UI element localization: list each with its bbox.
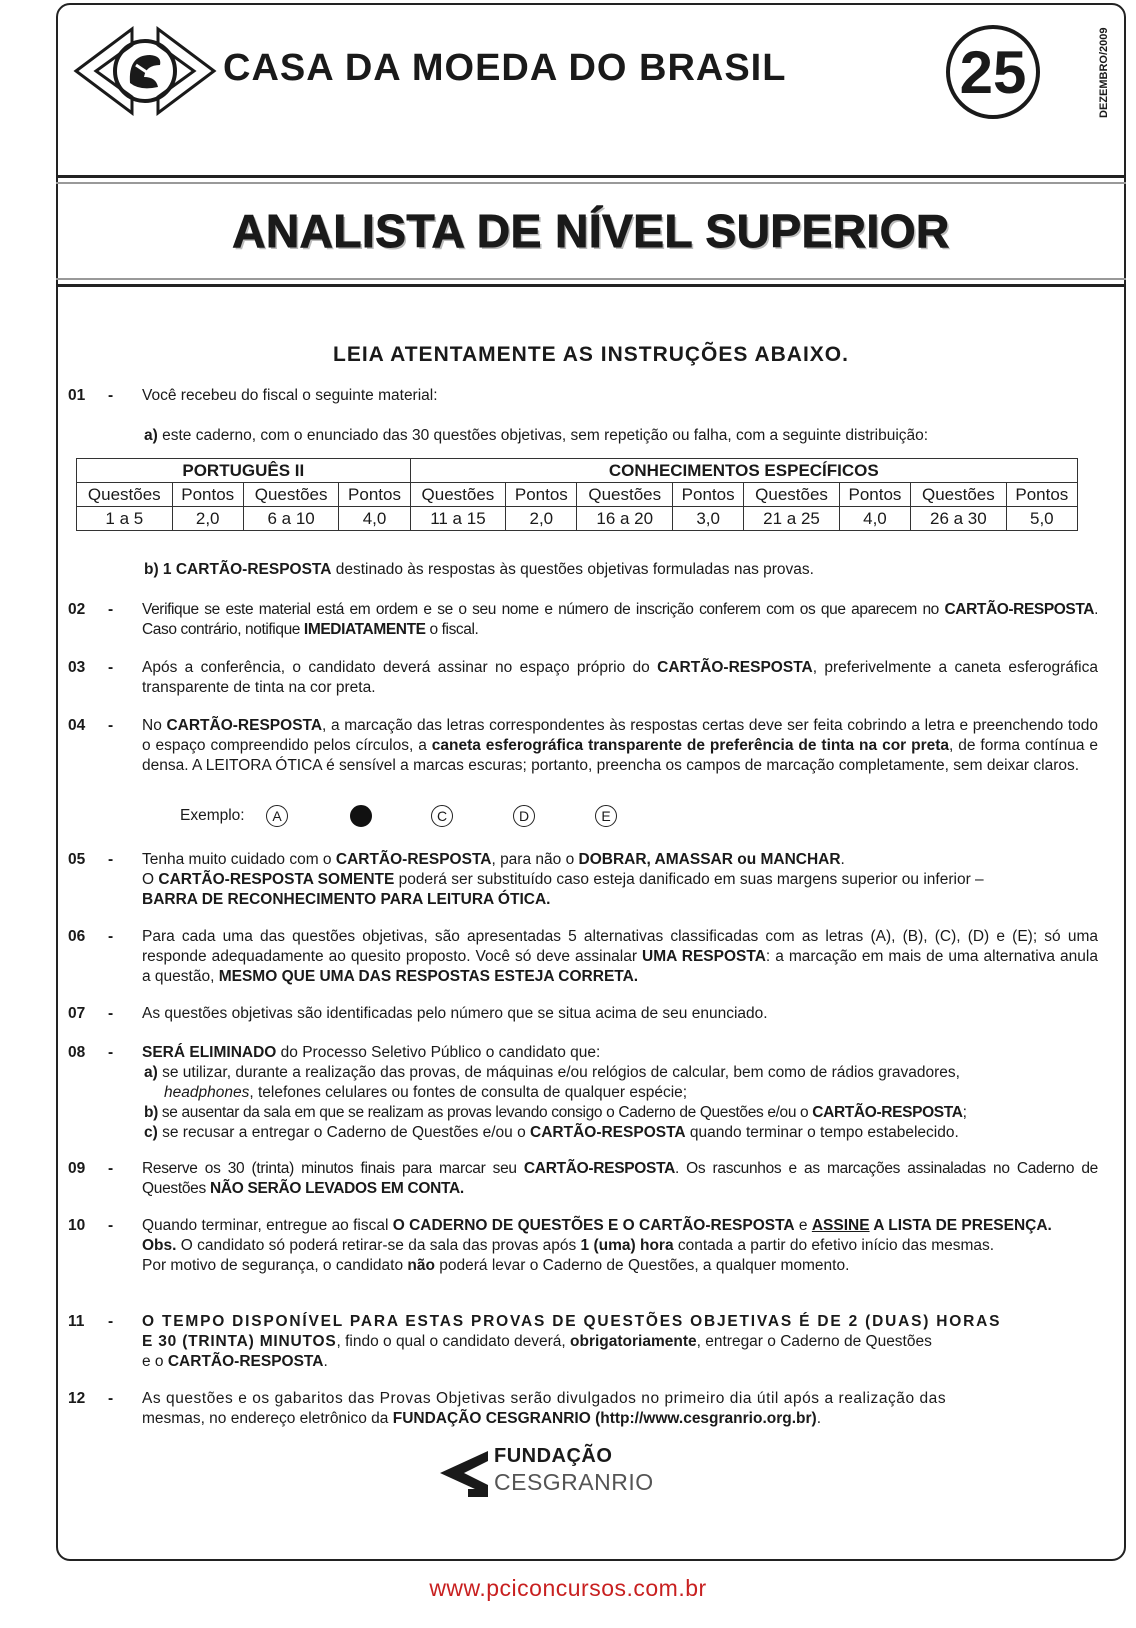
sub-text: se recusar a entregar o Caderno de Questões e/ou o bbox=[157, 1124, 531, 1141]
date-stamp: DEZEMBRO/2009 bbox=[1098, 27, 1110, 119]
instruction-09 bbox=[68, 1159, 1098, 1199]
site-url[interactable]: www.pciconcursos.com.br bbox=[429, 1575, 707, 1601]
text-run: O candidato só poderá retirar-se da sala das provas após bbox=[176, 1237, 581, 1254]
text-run: Verifique se este material está em ordem e se o seu nome e número de inscrição conferem com os que aparecem no bbox=[142, 601, 945, 618]
sub-label: b) bbox=[144, 1104, 158, 1121]
text-line bbox=[142, 1236, 1098, 1256]
exam-number-badge: 25 bbox=[946, 25, 1040, 119]
table-header-row bbox=[77, 483, 1078, 507]
text-bold: MESMO QUE UMA DAS RESPOSTAS ESTEJA CORRETA. bbox=[218, 968, 639, 985]
role-title: ANALISTA DE NÍVEL SUPERIOR bbox=[232, 205, 950, 257]
instruction-08 bbox=[68, 1043, 1098, 1063]
table-cell: 1 a 5 bbox=[77, 507, 173, 531]
instruction-07 bbox=[68, 1004, 1098, 1024]
table-header-cell: Questões bbox=[243, 483, 339, 507]
table-header-cell: Pontos bbox=[673, 483, 744, 507]
instruction-08-c bbox=[144, 1123, 1104, 1143]
text-run: Reserve os 30 (trinta) minutos finais para marcar seu bbox=[142, 1160, 524, 1177]
text-bold: NÃO SERÃO LEVADOS EM CONTA. bbox=[209, 1180, 464, 1197]
item-dash: - bbox=[108, 928, 114, 945]
table-cell: 2,0 bbox=[172, 507, 243, 531]
text-run: : a marcação em mais de uma alternativa anula a questão, bbox=[142, 948, 1098, 985]
instruction-11 bbox=[68, 1312, 1098, 1372]
sub-italic: headphones bbox=[164, 1084, 250, 1101]
item-dash: - bbox=[108, 851, 114, 868]
text-run: , de forma contínua e densa. A LEITORA ÓTICA é sensível a marcas escuras; portanto, preencha os campos de marcação completamente, sem deixar claros. bbox=[142, 737, 1098, 774]
text-run: o fiscal. bbox=[425, 621, 479, 638]
text-line: As questões e os gabaritos das Provas Objetivas serão divulgados no primeiro dia útil após a realização das bbox=[142, 1390, 947, 1407]
table-cell: 4,0 bbox=[339, 507, 410, 531]
item-number: 03 bbox=[68, 659, 86, 676]
item-text bbox=[142, 1312, 1098, 1372]
item-number: 08 bbox=[68, 1044, 86, 1061]
sub-bold: CARTÃO-RESPOSTA bbox=[530, 1124, 686, 1141]
instruction-08-b bbox=[144, 1103, 1104, 1123]
item-dash: - bbox=[108, 717, 114, 734]
item-text bbox=[142, 1159, 1098, 1199]
text-run: No bbox=[142, 717, 167, 734]
instruction-01-a bbox=[144, 426, 1104, 446]
table-group-row bbox=[77, 459, 1078, 483]
text-run: , entregar o Caderno de Questões bbox=[696, 1333, 932, 1350]
table-header-cell: Pontos bbox=[1006, 483, 1077, 507]
text-run: . bbox=[323, 1353, 328, 1370]
item-number: 06 bbox=[68, 928, 86, 945]
text-run: , a marcação das letras correspondentes às respostas certas deve ser feita cobrindo a letra e preenchendo todo o espaço compreendido pelos círculos, a bbox=[142, 717, 1099, 754]
text-line bbox=[142, 1216, 1098, 1236]
example-label: Exemplo: bbox=[180, 807, 245, 824]
text-line bbox=[142, 870, 1098, 890]
table-header-cell: Questões bbox=[410, 483, 506, 507]
text-run: , para não o bbox=[491, 851, 579, 868]
role-band bbox=[56, 175, 1126, 287]
item-dash: - bbox=[108, 1217, 114, 1234]
group-conhecimentos: CONHECIMENTOS ESPECÍFICOS bbox=[410, 459, 1077, 483]
table-cell: 26 a 30 bbox=[911, 507, 1007, 531]
logo-text-cesgranrio: CESGRANRIO bbox=[494, 1469, 654, 1495]
text-bold: CARTÃO-RESPOSTA bbox=[166, 717, 323, 734]
item-number: 05 bbox=[68, 851, 86, 868]
instruction-12 bbox=[68, 1389, 1098, 1429]
text-bold: obrigatoriamente bbox=[570, 1333, 697, 1350]
table-cell: 21 a 25 bbox=[744, 507, 840, 531]
answer-bubble-d: D bbox=[513, 805, 535, 827]
instruction-06 bbox=[68, 927, 1098, 987]
item-number: 09 bbox=[68, 1160, 86, 1177]
text-bold: FUNDAÇÃO CESGRANRIO (http://www.cesgranrio.org.br) bbox=[392, 1410, 817, 1427]
instruction-05 bbox=[68, 850, 1098, 910]
text-run: . bbox=[816, 1410, 822, 1427]
sub-text: , telefones celulares ou fontes de consulta de qualquer espécie; bbox=[249, 1084, 688, 1101]
text-line bbox=[142, 890, 1098, 910]
table-header-cell: Questões bbox=[744, 483, 840, 507]
sub-label: a) bbox=[144, 1064, 158, 1081]
text-bold: CARTÃO-RESPOSTA bbox=[523, 1160, 675, 1177]
item-number: 10 bbox=[68, 1217, 86, 1234]
cesgranrio-arrow-icon bbox=[438, 1449, 490, 1501]
sub-bold: CARTÃO-RESPOSTA bbox=[812, 1104, 963, 1121]
text-bold: CARTÃO-RESPOSTA bbox=[167, 1353, 324, 1370]
item-text bbox=[142, 716, 1098, 776]
text-run: mesmas, no endereço eletrônico da bbox=[142, 1410, 393, 1427]
item-text: As questões objetivas são identificadas pelo número que se situa acima de seu enunciado. bbox=[142, 1005, 768, 1022]
table-cell: 3,0 bbox=[673, 507, 744, 531]
text-run: Quando terminar, entregue ao fiscal bbox=[142, 1217, 393, 1234]
instruction-02 bbox=[68, 600, 1098, 640]
table-cell: 16 a 20 bbox=[577, 507, 673, 531]
text-run: Por motivo de segurança, o candidato bbox=[142, 1257, 408, 1274]
text-bold: SERÁ ELIMINADO bbox=[142, 1044, 277, 1061]
sub-text: destinado às respostas às questões objetivas formuladas nas provas. bbox=[331, 561, 814, 578]
org-name: CASA DA MOEDA DO BRASIL bbox=[223, 47, 787, 89]
text-run: . Caso contrário, notifique bbox=[142, 601, 1098, 638]
text-line bbox=[142, 1332, 1098, 1352]
text-bold: CARTÃO-RESPOSTA bbox=[657, 659, 813, 676]
sub-text: ; bbox=[962, 1104, 967, 1121]
item-number: 12 bbox=[68, 1390, 86, 1407]
sub-text: quando terminar o tempo estabelecido. bbox=[685, 1124, 959, 1141]
text-line bbox=[142, 850, 1098, 870]
text-bold: E 30 (TRINTA) MINUTOS bbox=[142, 1333, 337, 1350]
item-dash: - bbox=[108, 1005, 114, 1022]
text-line bbox=[142, 1312, 1098, 1332]
sub-text: se utilizar, durante a realização das provas, de máquinas e/ou relógios de calcular, bem como de rádios gravadores, bbox=[157, 1064, 960, 1081]
table-cell: 6 a 10 bbox=[243, 507, 339, 531]
table-cell: 2,0 bbox=[506, 507, 577, 531]
table-cell: 4,0 bbox=[839, 507, 910, 531]
instruction-01 bbox=[68, 386, 1098, 406]
item-number: 07 bbox=[68, 1005, 86, 1022]
text-bold: O CADERNO DE QUESTÕES E O CARTÃO-RESPOSTA bbox=[392, 1217, 795, 1234]
instructions-title: LEIA ATENTAMENTE AS INSTRUÇÕES ABAIXO. bbox=[333, 343, 849, 366]
table-value-row bbox=[77, 507, 1078, 531]
text-run: , findo o qual o candidato deverá, bbox=[336, 1333, 571, 1350]
item-text bbox=[142, 927, 1098, 987]
text-bold: UMA RESPOSTA bbox=[642, 948, 766, 965]
text-run: Após a conferência, o candidato deverá assinar no espaço próprio do bbox=[142, 659, 658, 676]
item-number: 01 bbox=[68, 387, 86, 404]
sub-label: c) bbox=[144, 1124, 158, 1141]
text-run: poderá levar o Caderno de Questões, a qualquer momento. bbox=[434, 1257, 850, 1274]
item-dash: - bbox=[108, 1313, 114, 1330]
item-text bbox=[142, 1216, 1098, 1276]
table-header-cell: Questões bbox=[911, 483, 1007, 507]
table-header-cell: Pontos bbox=[839, 483, 910, 507]
text-run: . bbox=[840, 851, 845, 868]
table-header-cell: Pontos bbox=[339, 483, 410, 507]
text-bold: 1 (uma) hora bbox=[580, 1237, 674, 1254]
table-header-cell: Questões bbox=[77, 483, 173, 507]
group-portugues: PORTUGUÊS II bbox=[77, 459, 411, 483]
item-text bbox=[142, 600, 1098, 640]
instruction-10 bbox=[68, 1216, 1098, 1276]
sub-text: este caderno, com o enunciado das 30 questões objetivas, sem repetição ou falha, com a seguinte distribuição: bbox=[157, 427, 929, 444]
text-line bbox=[142, 1409, 1098, 1429]
sub-label: a) bbox=[144, 427, 158, 444]
text-run: contada a partir do efetivo início das mesmas. bbox=[673, 1237, 995, 1254]
instruction-04 bbox=[68, 716, 1098, 776]
text-bold: CARTÃO-RESPOSTA bbox=[944, 601, 1095, 618]
answer-bubble-e: E bbox=[595, 805, 617, 827]
answer-bubble-c: C bbox=[431, 805, 453, 827]
table-cell: 11 a 15 bbox=[410, 507, 506, 531]
item-text bbox=[142, 1043, 1098, 1063]
text-bold: BARRA DE RECONHECIMENTO PARA LEITURA ÓTICA. bbox=[142, 891, 551, 908]
table-cell: 5,0 bbox=[1006, 507, 1077, 531]
item-dash: - bbox=[108, 1044, 114, 1061]
text-bold: O TEMPO DISPONÍVEL PARA ESTAS PROVAS DE QUESTÕES OBJETIVAS É DE 2 (DUAS) HORAS bbox=[142, 1313, 1002, 1330]
answer-bubble-a: A bbox=[266, 805, 288, 827]
text-run: . Os rascunhos e as marcações assinaladas no Caderno de Questões bbox=[142, 1160, 1098, 1197]
item-dash: - bbox=[108, 387, 114, 404]
text-run: do Processo Seletivo Público o candidato que: bbox=[276, 1044, 601, 1061]
item-number: 04 bbox=[68, 717, 86, 734]
text-run: Tenha muito cuidado com o bbox=[142, 851, 336, 868]
item-text bbox=[142, 1389, 1098, 1429]
item-text: Você recebeu do fiscal o seguinte material: bbox=[142, 387, 438, 404]
sub-label: b) 1 CARTÃO-RESPOSTA bbox=[144, 561, 332, 578]
table-header-cell: Pontos bbox=[506, 483, 577, 507]
instruction-01-b bbox=[144, 560, 1104, 580]
instruction-08-a-cont bbox=[164, 1083, 1124, 1103]
item-number: 11 bbox=[68, 1313, 85, 1330]
text-bold-underline: ASSINE bbox=[811, 1217, 870, 1234]
text-run: e o bbox=[142, 1353, 168, 1370]
logo-text-fundacao: FUNDAÇÃO bbox=[494, 1445, 613, 1467]
item-text bbox=[142, 850, 1098, 910]
text-bold: DOBRAR, AMASSAR ou MANCHAR bbox=[578, 851, 841, 868]
text-run: poderá ser substituído caso esteja danificado em suas margens superior ou inferior – bbox=[394, 871, 984, 888]
sub-text: se ausentar da sala em que se realizam as provas levando consigo o Caderno de Questões e/ou o bbox=[157, 1104, 813, 1121]
table-header-cell: Questões bbox=[577, 483, 673, 507]
answer-bubble-filled bbox=[350, 805, 372, 827]
text-bold: CARTÃO-RESPOSTA bbox=[335, 851, 492, 868]
text-bold: não bbox=[407, 1257, 435, 1274]
text-run: O bbox=[142, 871, 159, 888]
header bbox=[58, 5, 1124, 175]
casa-da-moeda-logo-icon bbox=[70, 25, 220, 117]
text-bold: A LISTA DE PRESENÇA. bbox=[869, 1217, 1052, 1234]
text-bold: caneta esferográfica transparente de preferência de tinta na cor preta bbox=[431, 737, 950, 754]
item-dash: - bbox=[108, 601, 114, 618]
text-run: Para cada uma das questões objetivas, são apresentadas 5 alternativas classificadas com as letras (A), (B), (C), (D) e (E); só uma responde adequadamente ao quesito proposto. Você só deve assinalar bbox=[142, 928, 1098, 965]
distribution-table bbox=[76, 458, 1078, 531]
item-text bbox=[142, 658, 1098, 698]
table-header-cell: Pontos bbox=[172, 483, 243, 507]
text-run: e bbox=[794, 1217, 812, 1234]
item-number: 02 bbox=[68, 601, 86, 618]
text-run: , preferivelmente a caneta esferográfica transparente de tinta na cor preta. bbox=[142, 659, 1098, 696]
text-line bbox=[142, 1352, 1098, 1372]
item-dash: - bbox=[108, 1390, 114, 1407]
page-frame bbox=[56, 3, 1126, 1561]
text-bold: Obs. bbox=[142, 1237, 177, 1254]
item-dash: - bbox=[108, 1160, 114, 1177]
text-bold: IMEDIATAMENTE bbox=[303, 621, 426, 638]
item-dash: - bbox=[108, 659, 114, 676]
text-line bbox=[142, 1256, 1098, 1276]
text-bold: CARTÃO-RESPOSTA SOMENTE bbox=[158, 871, 395, 888]
instruction-08-a bbox=[144, 1063, 1102, 1083]
cesgranrio-logo bbox=[438, 1443, 654, 1503]
instruction-03 bbox=[68, 658, 1098, 698]
